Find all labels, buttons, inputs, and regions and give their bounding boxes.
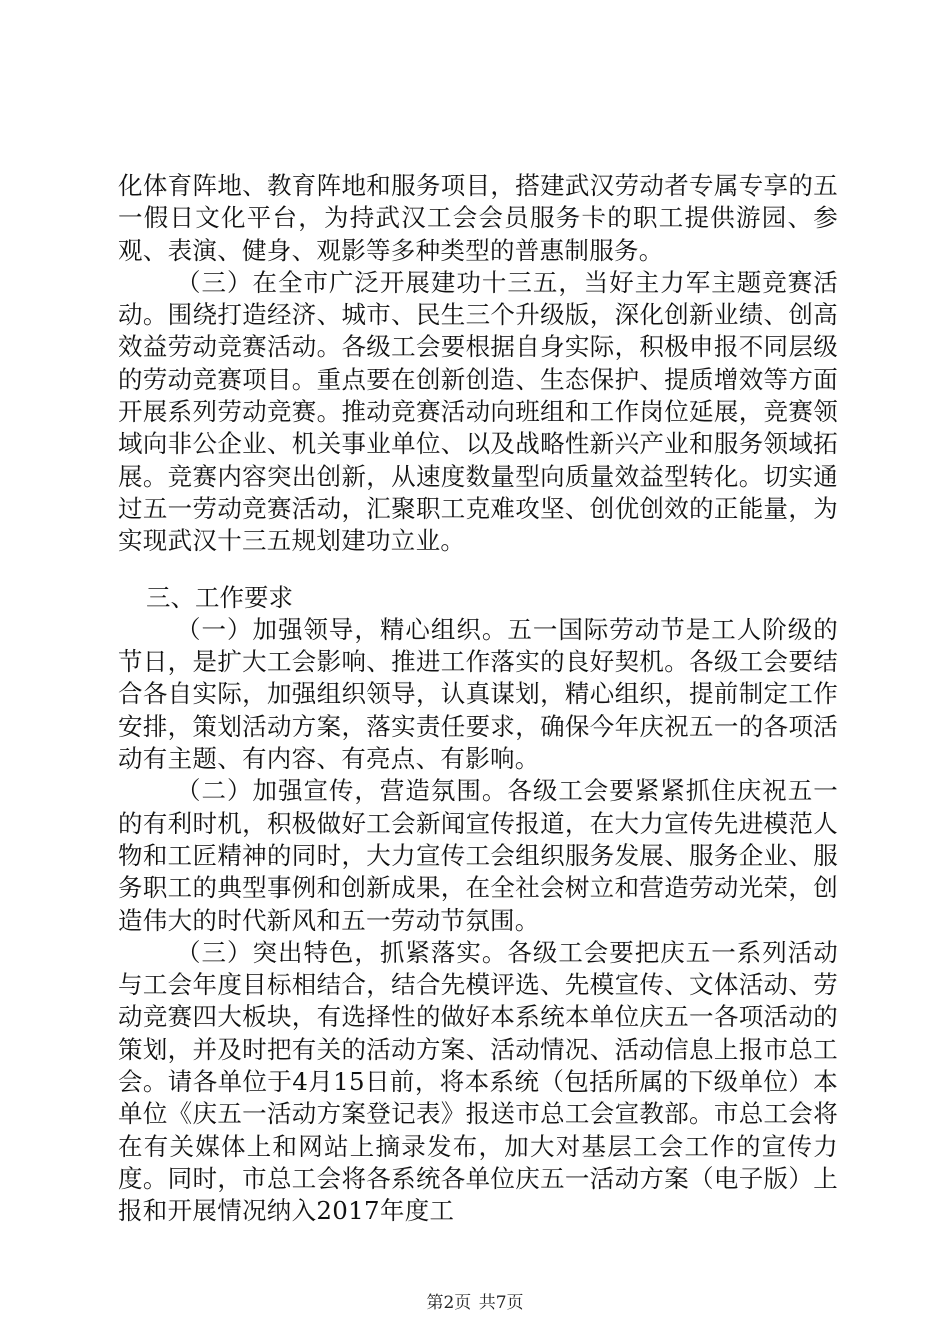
paragraph-implementation: （三）突出特色，抓紧落实。各级工会要把庆五一系列活动与工会年度目标相结合，结合先模评选、先模宣传、文体活动、劳动竞赛四大板块，有选择性的做好本系统本单位庆五一各项活动的策划，并及时把有关的活动方案、活动情况、活动信息上报市总工会。请各单位于4月15日前，将本系统（包括所属的下级单位）本单位《庆五一活动方案登记表》报送市总工会宣教部。市总工会将在有关媒体上和网站上摘录发布，加大对基层工会工作的宣传力度。同时，市总工会将各系统各单位庆五一活动方案（电子版）上报和开展情况纳入2017年度工 — [118, 937, 838, 1226]
page-number: 第2页 — [426, 1293, 472, 1313]
document-body — [118, 170, 838, 1228]
paragraph-competition: （三）在全市广泛开展建功十三五，当好主力军主题竞赛活动。围绕打造经济、城市、民生三个升级版，深化创新业绩、创高效益劳动竞赛活动。各级工会要根据自身实际，积极申报不同层级的劳动竞赛项目。重点要在创新创造、生态保护、提质增效等方面开展系列劳动竞赛。推动竞赛活动向班组和工作岗位延展，竞赛领域向非公企业、机关事业单位、以及战略性新兴产业和服务领域拓展。竞赛内容突出创新，从速度数量型向质量效益型转化。切实通过五一劳动竞赛活动，汇聚职工克难攻坚、创优创效的正能量，为实现武汉十三五规划建功立业。 — [118, 267, 838, 556]
paragraph-leadership: （一）加强领导，精心组织。五一国际劳动节是工人阶级的节日，是扩大工会影响、推进工作落实的良好契机。各级工会要结合各自实际，加强组织领导，认真谋划，精心组织，提前制定工作安排，策划活动方案，落实责任要求，确保今年庆祝五一的各项活动有主题、有内容、有亮点、有影响。 — [118, 614, 838, 774]
page-total: 共7页 — [478, 1293, 524, 1313]
section-heading-requirements: 三、工作要求 — [146, 582, 293, 612]
paragraph-continuation: 化体育阵地、教育阵地和服务项目，搭建武汉劳动者专属专享的五一假日文化平台，为持武汉工会会员服务卡的职工提供游园、参观、表演、健身、观影等多种类型的普惠制服务。 — [118, 171, 838, 265]
paragraph-publicity: （二）加强宣传，营造氛围。各级工会要紧紧抓住庆祝五一的有利时机，积极做好工会新闻宣传报道，在大力宣传先进模范人物和工匠精神的同时，大力宣传工会组织服务发展、服务企业、服务职工的典型事例和创新成果，在全社会树立和营造劳动光荣，创造伟大的时代新风和五一劳动节氛围。 — [118, 776, 838, 935]
page-footer — [0, 1292, 950, 1314]
